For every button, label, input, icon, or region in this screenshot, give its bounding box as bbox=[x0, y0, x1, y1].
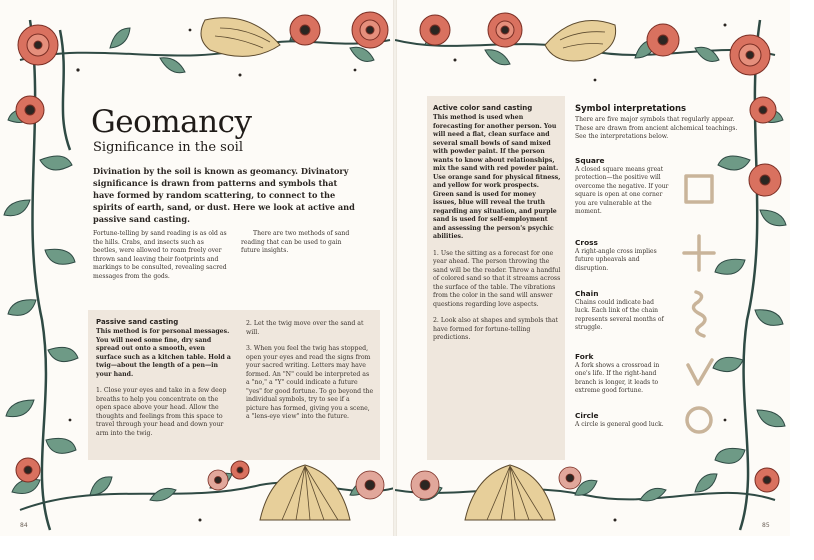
shell-bottom-right bbox=[465, 465, 555, 520]
active-panel-bold-text: This method is used when forecasting for another person. You will need a flat, clean surface and several small bowls of sand mixed with powder paint. If the person wants to know about relationships, mix the sand with red powder paint. Use orange sand for physical fitness, and yellow for work prospects. Green sand is used for money issues, blue will reveal the truth regarding any situation, and purple sand is used for self-employment and assessing the person's psychic abilities. bbox=[433, 114, 561, 240]
panel-column-2 bbox=[246, 320, 374, 422]
leaves-left bbox=[4, 109, 78, 494]
panel-column-1 bbox=[96, 318, 231, 438]
page-number-right: 85 bbox=[762, 522, 770, 529]
shell-top bbox=[201, 18, 280, 57]
panel-heading: Passive sand casting bbox=[96, 318, 179, 326]
step-3: 3. When you feel the twig has stopped, open your eyes and read the signs from your sacred writing. Letters may have formed. An "N" could be interpreted as a "no," a "Y" could indicate a future "yes" for good fortune. To go beyond the individual symbols, try to see if a picture has formed, giving you a scene, a "lens-eye view" into the future. bbox=[246, 345, 374, 420]
circle-icon bbox=[687, 408, 711, 432]
symbol-description: A circle is general good luck. bbox=[575, 421, 664, 428]
symbol-name: Circle bbox=[575, 411, 599, 420]
active-step-1: 1. Use the sitting as a forecast for one year ahead. The person throwing the sand will be the reader. Throw a handful of colored sand so that it streams across the surface of the table. The vibrations from the color in the sand will answer questions regarding love aspects. bbox=[433, 249, 561, 308]
page-title: Geomancy bbox=[91, 104, 252, 140]
panel-bold-text: This method is for personal messages. You will need some fine, dry sand spread out onto a smooth, even surface such as a kitchen table. Hold a twig—about the length of a pen—in your hand. bbox=[96, 328, 231, 378]
fork-icon bbox=[688, 360, 712, 384]
symbol-circle bbox=[575, 411, 670, 429]
symbol-description: A right-angle cross implies future upheavals and disruption. bbox=[575, 248, 657, 272]
step-2: 2. Let the twig move over the sand at will. bbox=[246, 320, 364, 336]
active-panel-content bbox=[433, 104, 561, 343]
page-number-left: 84 bbox=[20, 522, 28, 529]
shell-top-right bbox=[545, 21, 616, 62]
symbol-fork bbox=[575, 352, 670, 396]
symbol-section-title: Symbol interpretations bbox=[575, 104, 687, 114]
symbol-name: Fork bbox=[575, 352, 594, 361]
left-page bbox=[0, 0, 395, 536]
body-column-2: There are two methods of sand reading that can be used to gain future insights. bbox=[241, 230, 350, 255]
active-step-2: 2. Look also at shapes and symbols that have formed for fortune-telling predictions. bbox=[433, 317, 559, 341]
leaves-right bbox=[713, 109, 786, 464]
symbol-name: Square bbox=[575, 156, 605, 165]
square-icon bbox=[686, 176, 712, 202]
symbol-cross bbox=[575, 238, 670, 273]
symbol-name: Chain bbox=[575, 289, 599, 298]
chain-icon bbox=[693, 292, 705, 336]
cross-icon bbox=[684, 236, 714, 270]
symbol-description: A closed square means great protection—the positive will overcome the negative. If your square is open at one corner you are vulnerable at the moment. bbox=[575, 166, 669, 216]
step-1: 1. Close your eyes and take in a few deep breaths to help you concentrate on the open space above your head. Allow the thoughts and feelings from this space to travel through your head and down your arm into the twig. bbox=[96, 387, 227, 437]
symbol-icons bbox=[680, 170, 720, 440]
active-color-sand-casting-panel bbox=[427, 96, 565, 460]
symbol-description: A fork shows a crossroad in one's life. If the right-hand branch is longer, it leads to extreme good fortune. bbox=[575, 362, 660, 395]
symbol-description: Chains could indicate bad luck. Each link of the chain represents several months of struggle. bbox=[575, 299, 664, 332]
shell-bottom-left bbox=[260, 465, 350, 520]
body-column-1: Fortune-telling by sand reading is as old as the hills. Crabs, and insects such as beetles, were allowed to roam freely over thrown sand leaving their footprints and markings to be consulted, revealing sacred messages from the gods. bbox=[93, 230, 227, 280]
passive-sand-casting-panel bbox=[88, 310, 380, 460]
symbol-section-intro: There are five major symbols that regularly appear. These are drawn from ancient alchemical teachings. See the interpretations below. bbox=[575, 116, 738, 140]
symbol-chain bbox=[575, 289, 670, 333]
symbol-name: Cross bbox=[575, 238, 598, 247]
symbol-square bbox=[575, 156, 670, 216]
page-subtitle: Significance in the soil bbox=[93, 140, 243, 155]
intro-paragraph: Divination by the soil is known as geomancy. Divinatory significance is drawn from patterns and symbols that have formed by random scattering, to connect to the spirits of earth, sand, or dust. Here we look at active and passive sand casting. bbox=[93, 166, 355, 224]
active-panel-heading: Active color sand casting bbox=[433, 104, 533, 112]
